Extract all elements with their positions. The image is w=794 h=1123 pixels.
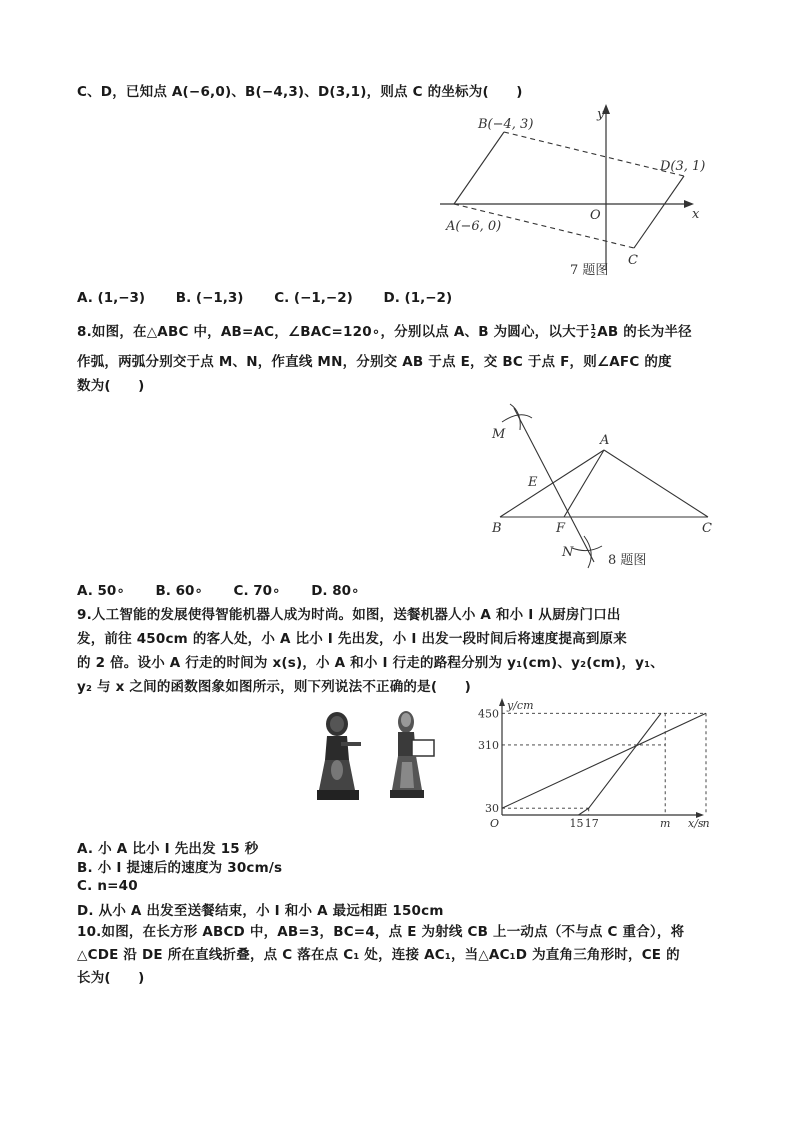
q8-option-a[interactable]: A. 50∘ [77,583,125,599]
q8-line1-post: AB 的长为半径 [597,324,692,340]
x-axis-label: x/s [688,817,704,830]
q8-label-c: C [702,521,712,536]
q8-option-c[interactable]: C. 70∘ [233,583,281,599]
q7-option-c[interactable]: C. (−1,−2) [274,290,353,306]
q8-label-n: N [562,545,574,560]
q8-option-b[interactable]: B. 60∘ [155,583,203,599]
y-axis-label: y/cm [507,699,534,712]
q7-label-x: x [692,207,700,222]
x-tick-15: 15 [569,817,584,830]
q7-option-a[interactable]: A. (1,−3) [77,290,146,306]
q9-option-c[interactable]: C. n=40 [77,878,138,894]
q9-option-a[interactable]: A. 小 A 比小 I 先出发 15 秒 [77,841,259,857]
q8-figure [488,400,728,575]
q8-label-f: F [556,521,566,536]
q7-option-d[interactable]: D. (1,−2) [383,290,453,306]
q9-line4: y₂ 与 x 之间的函数图象如图所示，则下列说法不正确的是( ) [77,679,471,695]
q10-line3: 长为( ) [77,970,145,986]
q10-line2: △CDE 沿 DE 所在直线折叠，点 C 落在点 C₁ 处，连接 AC₁，当△AC₁D 为直角三角形时，CE 的 [77,947,680,963]
q7-label-c: C [628,253,638,268]
origin-label: O [490,817,500,830]
q8-options [77,583,386,599]
q8-caption: 8 题图 [608,553,647,568]
q8-fraction [590,324,596,340]
q9-option-d[interactable]: D. 从小 A 出发至送餐结束，小 I 和小 A 最远相距 150cm [77,903,444,919]
q9-chart [470,697,710,832]
x-tick-17: 17 [584,817,599,830]
q8-line1 [77,320,692,340]
q7-label-a: A(−6, 0) [446,219,502,234]
y-tick-30: 30 [485,802,499,816]
q7-stem: C、D，已知点 A(−6,0)、B(−4,3)、D(3,1)，则点 C 的坐标为( ) [77,84,523,100]
q7-label-b: B(−4, 3) [478,117,534,132]
q8-label-b: B [492,521,502,536]
q9-line1: 9.人工智能的发展使得智能机器人成为时尚。如图，送餐机器人小 A 和小 I 从厨房门口出 [77,607,621,623]
q7-label-y: y [597,107,605,122]
robot-a-illustration [315,710,365,805]
q7-label-o: O [590,208,601,223]
q8-option-d[interactable]: D. 80∘ [311,583,360,599]
q7-label-d: D(3, 1) [660,159,706,174]
y-axis-arrow [499,698,505,706]
q8-label-a: A [600,433,610,448]
q8-line1-pre: 8.如图，在△ABC 中，AB=AC，∠BAC=120∘，分别以点 A、B 为圆心，以大于 [77,324,590,340]
y-tick-310: 310 [478,738,499,752]
q8-frac-num: 1 [590,323,597,332]
q7-options [77,290,478,306]
q8-frac-den: 2 [590,331,597,340]
q8-line3: 数为( ) [77,378,145,394]
series-y1-line [502,713,706,808]
q9-line3: 的 2 倍。设小 A 行走的时间为 x(s)，小 A 和小 I 行走的路程分别为 y₁(cm)、y₂(cm)，y₁、 [77,655,664,671]
robot-i-illustration [390,708,445,803]
q8-label-e: E [528,475,538,490]
q9-line2: 发，前往 450cm 的客人处，小 A 比小 I 先出发，小 I 出发一段时间后将速度提高到原来 [77,631,627,647]
series-y2-segment-2 [589,713,661,808]
q9-option-b[interactable]: B. 小 I 提速后的速度为 30cm/s [77,860,283,876]
q7-figure [440,100,710,280]
q8-line2: 作弧，两弧分别交于点 M、N，作直线 MN，分别交 AB 于点 E，交 BC 于点 F，则∠AFC 的度 [77,354,672,370]
x-tick-m: m [659,817,671,830]
y-tick-450: 450 [478,707,499,721]
q10-line1: 10.如图，在长方形 ABCD 中，AB=3，BC=4，点 E 为射线 CB 上一动点（不与点 C 重合），将 [77,924,685,940]
q7-caption: 7 题图 [570,263,609,278]
x-tick-n: n [702,817,710,830]
q8-label-m: M [492,427,506,442]
series-y2-segment-1 [579,808,589,815]
q7-option-b[interactable]: B. (−1,3) [175,290,244,306]
